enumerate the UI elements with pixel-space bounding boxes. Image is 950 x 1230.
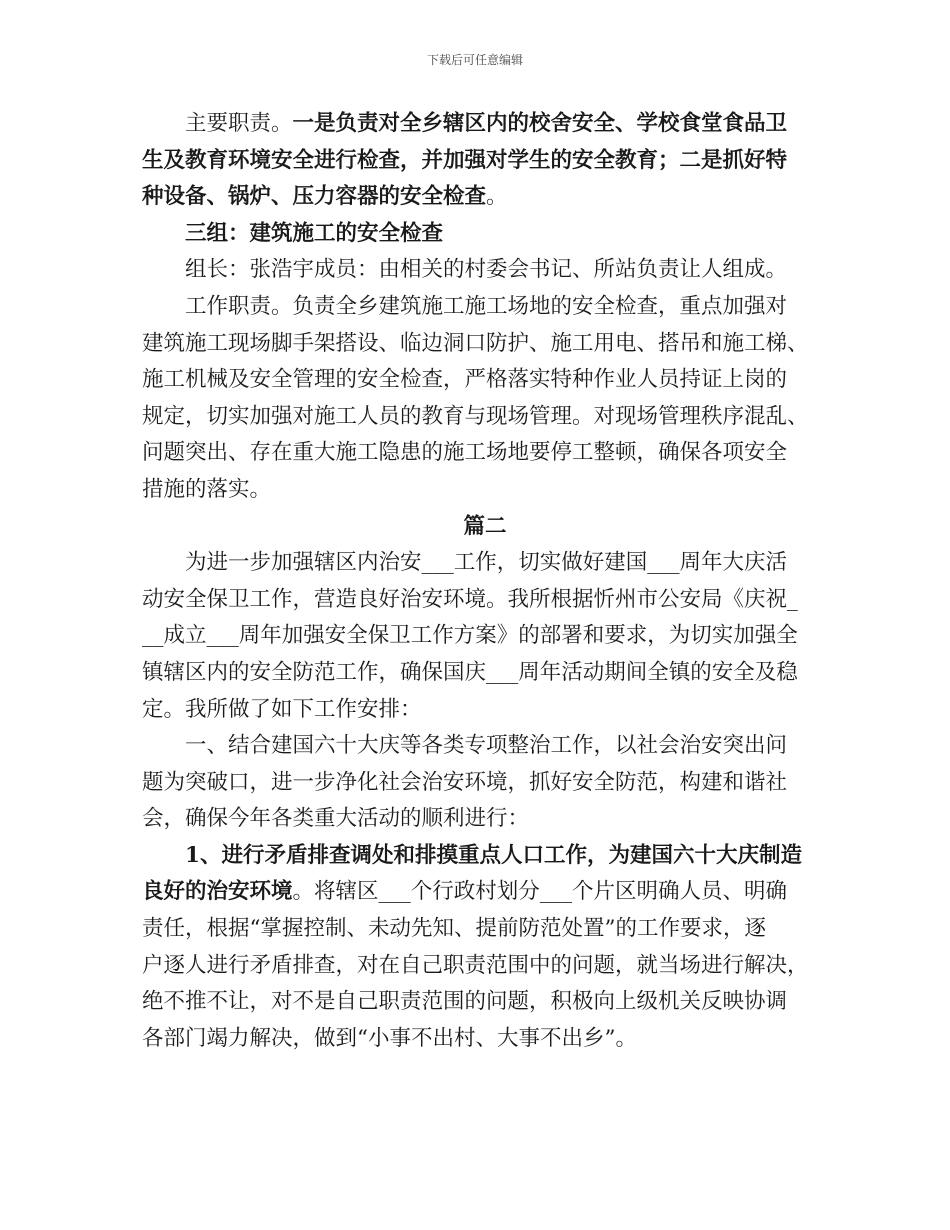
paragraph-line: 定。我所做了如下工作安排： (142, 696, 422, 722)
paragraph-line (142, 874, 828, 911)
paragraph-line: 动安全保卫工作，营造良好治安环境。我所根据忻州市公安局《庆祝_ (142, 586, 798, 612)
document-body (142, 106, 828, 1057)
paragraph-line: 工作职责。负责全乡建筑施工施工场地的安全检查，重点加强对 (185, 293, 788, 319)
paragraph-line: 1、进行矛盾排查调处和排摸重点人口工作，为建国六十大庆制造 (185, 842, 802, 868)
paragraph-line: 镇辖区内的安全防范工作，确保国庆___周年活动期间全镇的安全及稳 (142, 659, 798, 685)
text-segment: 。将辖区___个行政村划分___个片区明确人员、明确 (292, 879, 788, 905)
section-title: 篇二 (463, 513, 507, 539)
text-segment: 。 (486, 184, 508, 210)
paragraph-line: 绝不推不让，对不是自己职责范围的问题，积极向上级机关反映协调 (142, 989, 788, 1015)
page-header-note: 下载后可任意编辑 (426, 53, 523, 67)
paragraph-line: 措施的落实。 (142, 476, 272, 502)
paragraph-line: 问题突出、存在重大施工隐患的施工场地要停工整顿，确保各项安全 (142, 440, 788, 466)
paragraph-line: 规定，切实加强对施工人员的教育与现场管理。对现场管理秩序混乱、 (142, 403, 809, 429)
paragraph-line: 户逐人进行矛盾排查，对在自己职责范围中的问题，就当场进行解决， (142, 952, 809, 978)
section-heading: 三组：建筑施工的安全检查 (185, 220, 444, 246)
paragraph-line: __成立___周年加强安全保卫工作方案》的部署和要求，为切实加强全 (142, 623, 798, 649)
paragraph-line: 施工机械及安全管理的安全检查，严格落实特种作业人员持证上岗的 (142, 367, 788, 393)
bold-text-segment: 一是负责对全乡辖区内的校舍安全、学校食堂食品卫 (292, 111, 788, 136)
paragraph-line: 会，确保今年各类重大活动的顺利进行： (142, 806, 530, 832)
paragraph-line: 各部门竭力解决，做到“小事不出村、大事不出乡”。 (142, 1025, 637, 1051)
bold-text-segment: 种设备、锅炉、压力容器的安全检查 (142, 184, 487, 210)
paragraph-line: 组长：张浩宇成员：由相关的村委会书记、所站负责让人组成。 (185, 257, 788, 283)
paragraph-line: 一、结合建国六十大庆等各类专项整治工作，以社会治安突出问 (185, 733, 788, 759)
paragraph-line: 责任，根据“掌握控制、未动先知、提前防范处置”的工作要求，逐 (142, 916, 766, 942)
paragraph-line: 为进一步加强辖区内治安___工作，切实做好建国___周年大庆活 (185, 550, 788, 576)
paragraph-line (142, 179, 828, 216)
paragraph-line: 生及教育环境安全进行检查，并加强对学生的安全教育；二是抓好特 (142, 147, 788, 173)
paragraph-line: 题为突破口，进一步净化社会治安环境，抓好安全防范，构建和谐社 (142, 769, 788, 795)
paragraph-line: 建筑施工现场脚手架搭设、临边洞口防护、施工用电、搭吊和施工梯、 (142, 330, 809, 356)
text-segment: 主要职责。 (185, 111, 293, 136)
paragraph-line (142, 106, 828, 143)
bold-text-segment: 良好的治安环境 (142, 879, 293, 905)
